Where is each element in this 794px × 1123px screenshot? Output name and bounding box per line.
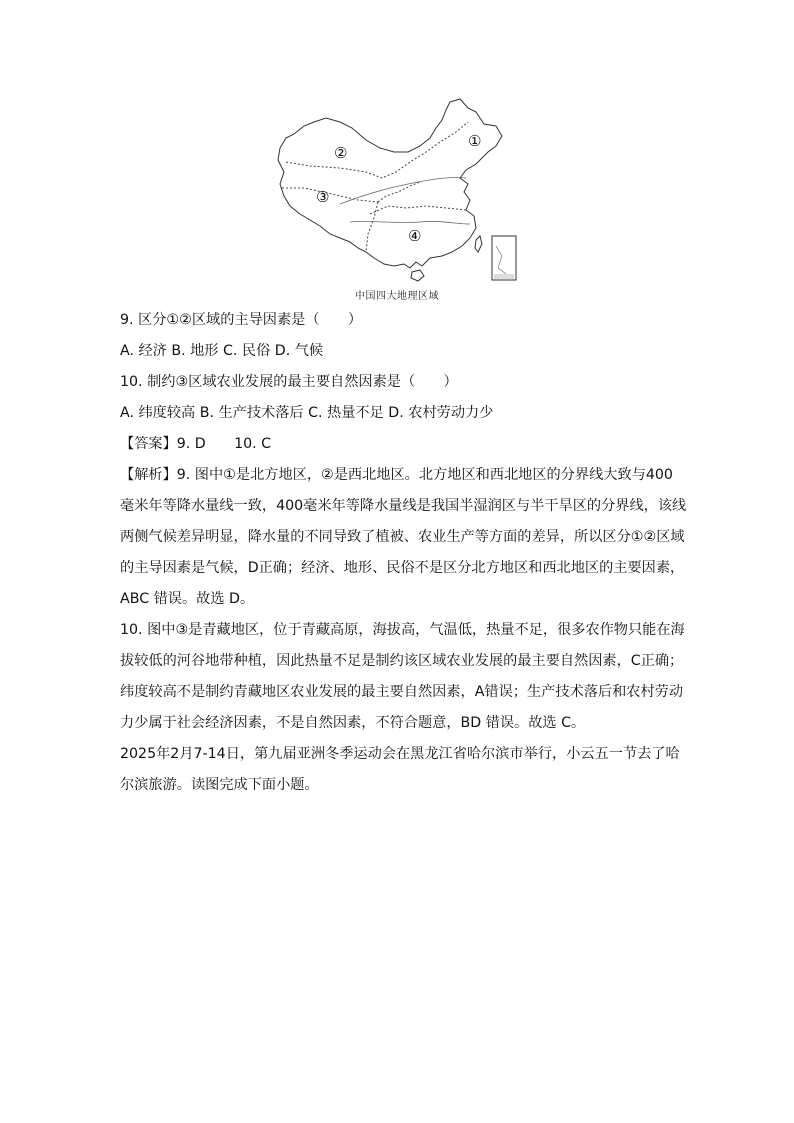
analysis-line: 力少属于社会经济因素，不是自然因素，不符合题意，BD 错误。故选 C。	[120, 715, 586, 731]
intro-line: 2025年2月7-14日，第九届亚洲冬季运动会在黑龙江省哈尔滨市举行，小云五一节去了哈	[120, 746, 680, 762]
river-line	[340, 177, 466, 204]
intro-line: 尔滨旅游。读图完成下面小题。	[120, 777, 319, 793]
question-9-options: A. 经济 B. 地形 C. 民俗 D. 气候	[120, 343, 324, 359]
analysis-line: 拔较低的河谷地带种植，因此热量不足是制约该区域农业发展的最主要自然因素，C正确；	[120, 653, 684, 669]
question-10-stem: 10. 制约③区域农业发展的最主要自然因素是（ ）	[120, 374, 458, 390]
figure-caption: 中国四大地理区域	[355, 291, 439, 302]
region-marker-4: ④	[408, 227, 422, 245]
analysis-line: 10. 图中③是青藏地区，位于青藏高原，海拔高，气温低，热量不足，很多农作物只能在海	[120, 622, 685, 638]
analysis-line: 两侧气候差异明显，降水量的不同导致了植被、农业生产等方面的差异，所以区分①②区域	[120, 529, 685, 545]
analysis-line: 纬度较高不是制约青藏地区农业发展的最主要自然因素，A错误；生产技术落后和农村劳动	[120, 684, 684, 700]
analysis-line: 毫米年等降水量线一致，400毫米年等降水量线是我国半湿润区与半干旱区的分界线，该线	[120, 498, 687, 514]
region-marker-1: ①	[468, 132, 482, 150]
region-boundary-qinling-huaihe	[370, 206, 466, 214]
region-marker-2: ②	[334, 144, 348, 162]
answer-line: 【答案】9. D 10. C	[120, 436, 272, 452]
region-boundary-northwest-tibet	[282, 188, 378, 202]
question-9-stem: 9. 区分①②区域的主导因素是（ ）	[120, 312, 363, 328]
hainan-island	[411, 270, 424, 281]
region-boundary-south-tibet	[366, 202, 378, 252]
region-marker-3: ③	[316, 188, 330, 206]
china-region-map-figure	[270, 96, 524, 306]
china-outline	[278, 99, 502, 268]
region-boundary-north-northwest	[286, 122, 468, 178]
analysis-line: ABC 错误。故选 D。	[120, 591, 255, 607]
region-boundary-north-south	[378, 182, 420, 202]
question-10-options: A. 纬度较高 B. 生产技术落后 C. 热量不足 D. 农村劳动力少	[120, 405, 494, 421]
river-line	[350, 221, 470, 224]
taiwan-island	[475, 236, 482, 252]
china-map-image	[270, 96, 524, 286]
analysis-line: 【解析】9. 图中①是北方地区，②是西北地区。北方地区和西北地区的分界线大致与400	[120, 467, 673, 483]
analysis-line: 的主导因素是气候，D正确；经济、地形、民俗不是区分北方地区和西北地区的主要因素，	[120, 560, 685, 576]
south-china-sea-inset	[492, 236, 516, 280]
